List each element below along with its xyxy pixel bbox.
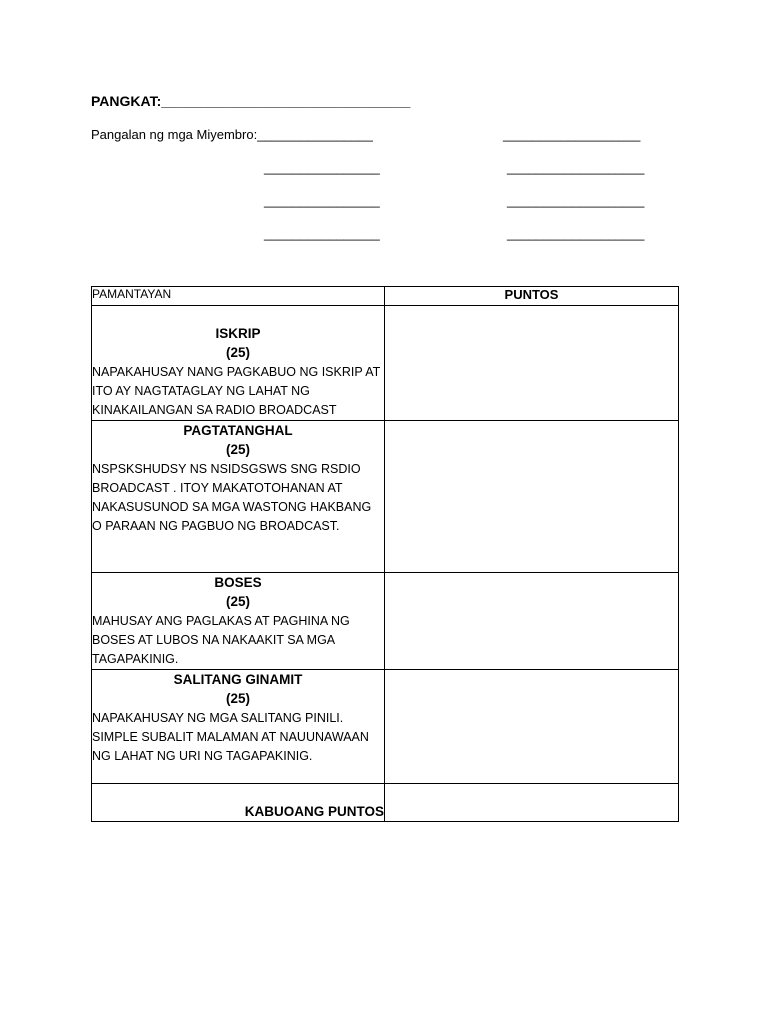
score-cell-performance[interactable] <box>385 421 679 573</box>
criterion-description: NAPAKAHUSAY NG MGA SALITANG PINILI. SIMPLE SUBALIT MALAMAN AT NAUUNAWAAN NG LAHAT NG URI NG TAGAPAKINIG. <box>92 711 369 763</box>
criterion-title: SALITANG GINAMIT <box>173 672 303 687</box>
total-label: KABUOANG PUNTOS <box>244 804 384 819</box>
total-score-cell[interactable] <box>385 784 679 822</box>
rubric-row-script <box>92 306 679 421</box>
criterion-title: PAGTATANGHAL <box>183 423 293 438</box>
member-blank-left-2: ________________ <box>264 160 380 175</box>
criterion-cell <box>92 306 385 421</box>
member-blank-left-3: ________________ <box>264 193 380 208</box>
criterion-description: NSPSKSHUDSY NS NSIDSGSWS SNG RSDIO BROADCAST . ITOY MAKATOTOHANAN AT NAKASUSUNOD SA MGA WASTONG HAKBANG O PARAAN NG PAGBUO NG BROADCAST. <box>92 462 372 533</box>
score-cell-words[interactable] <box>385 670 679 784</box>
rubric-row-performance <box>92 421 679 573</box>
criterion-title: BOSES <box>214 575 262 590</box>
member-blank-right-4: ___________________ <box>507 226 645 241</box>
criterion-points: (25) <box>225 594 250 609</box>
member-blank-right-2: ___________________ <box>507 160 645 175</box>
member-blank-right-3: ___________________ <box>507 193 645 208</box>
score-cell-voice[interactable] <box>385 573 679 670</box>
criterion-cell <box>92 573 385 670</box>
points-header: PUNTOS <box>385 287 679 306</box>
criterion-description: NAPAKAHUSAY NANG PAGKABUO NG ISKRIP AT ITO AY NAGTATAGLAY NG LAHAT NG KINAKAILANGAN SA RADIO BROADCAST <box>92 365 381 417</box>
group-name-line: PANGKAT:________________________________ <box>91 93 411 109</box>
member-blank-right-1: ___________________ <box>503 127 641 142</box>
criteria-header: PAMANTAYAN <box>92 287 385 306</box>
criterion-title: ISKRIP <box>215 326 261 341</box>
rubric-total-row <box>92 784 679 822</box>
criterion-points: (25) <box>225 442 250 457</box>
member-blank-left-4: ________________ <box>264 226 380 241</box>
criterion-description: MAHUSAY ANG PAGLAKAS AT PAGHINA NG BOSES AT LUBOS NA NAKAAKIT SA MGA TAGAPAKINIG. <box>92 614 350 666</box>
total-label-cell <box>92 784 385 822</box>
rubric-table <box>91 286 679 822</box>
criterion-cell <box>92 670 385 784</box>
criterion-points: (25) <box>225 345 250 360</box>
criterion-points: (25) <box>225 691 250 706</box>
members-label-line: Pangalan ng mga Miyembro:________________ <box>91 127 373 142</box>
rubric-header-row <box>92 287 679 306</box>
score-cell-script[interactable] <box>385 306 679 421</box>
rubric-row-words <box>92 670 679 784</box>
rubric-row-voice <box>92 573 679 670</box>
criterion-cell <box>92 421 385 573</box>
